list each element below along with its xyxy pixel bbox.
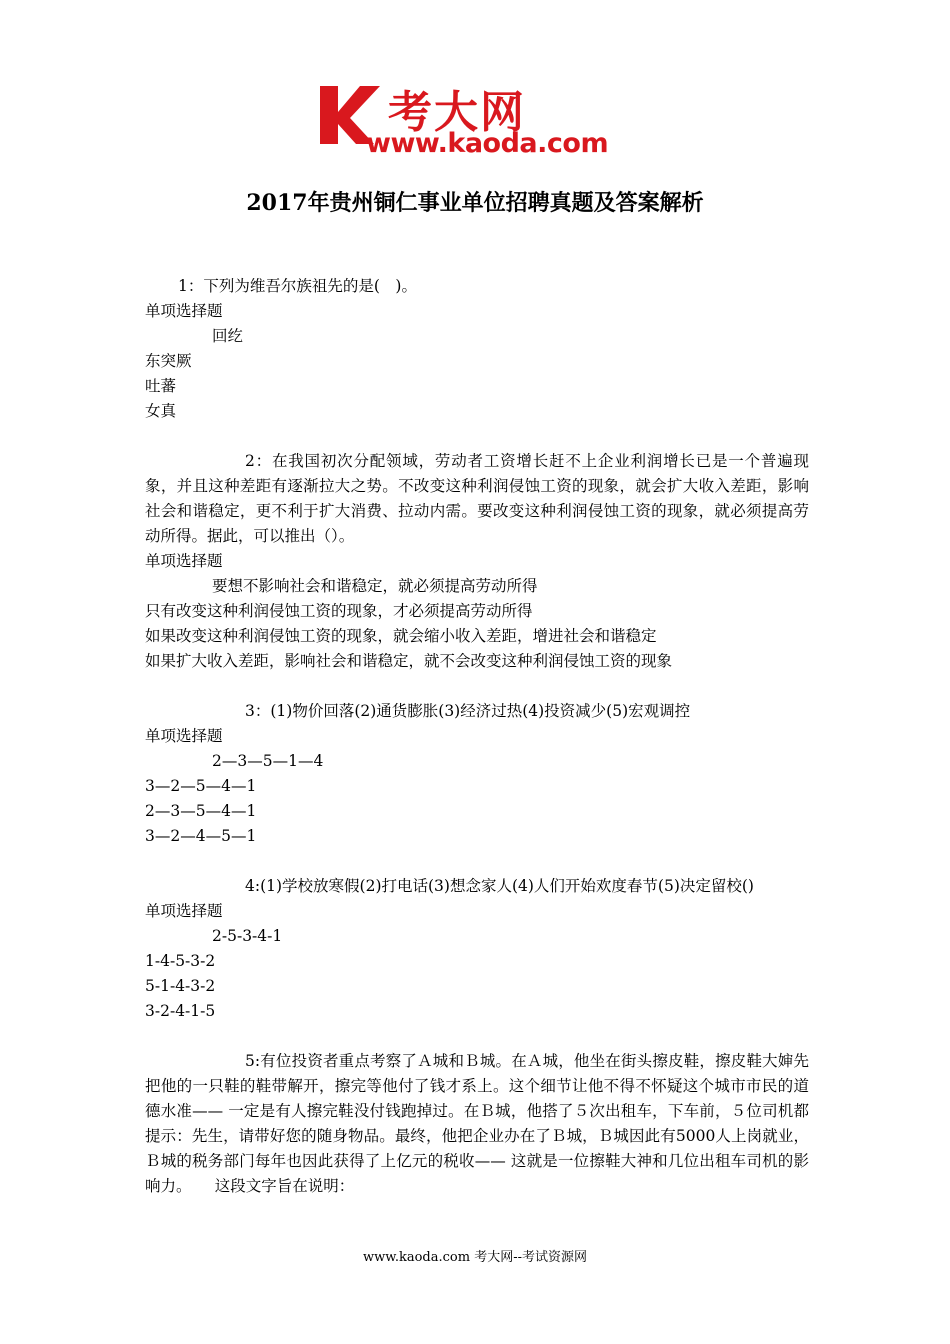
option-b: 1-4-5-3-2: [145, 952, 216, 970]
option-a: 2-5-3-4-1: [212, 927, 283, 945]
question-type: 单项选择题: [145, 727, 223, 745]
option-a: 要想不影响社会和谐稳定，就必须提高劳动所得: [212, 577, 538, 595]
page-footer: www.kaoda.com 考大网--考试资源网: [363, 1250, 587, 1265]
option-d: 如果扩大收入差距，影响社会和谐稳定，就不会改变这种利润侵蚀工资的现象: [145, 652, 673, 670]
question-type: 单项选择题: [145, 902, 223, 920]
question-5: [145, 1049, 809, 1199]
option-c: 吐蕃: [145, 377, 177, 395]
option-b: 东突厥: [145, 352, 192, 370]
question-stem: 2：在我国初次分配领域，劳动者工资增长赶不上企业利润增长已是一个普遍现象，并且这种差距有逐渐拉大之势。不改变这种利润侵蚀工资的现象，就会扩大收入差距，影响社会和谐稳定，更不利于扩大消费、拉动内需。要改变这种利润侵蚀工资的现象，就必须提高劳动所得。据此，可以推出（）。: [145, 452, 809, 545]
option-b: 只有改变这种利润侵蚀工资的现象，才必须提高劳动所得: [145, 602, 533, 620]
option-a: 回纥: [212, 327, 244, 345]
question-stem: 5:有位投资者重点考察了Ａ城和Ｂ城。在Ａ城，他坐在街头擦皮鞋，擦皮鞋大婶先把他的一只鞋的鞋带解开，擦完等他付了钱才系上。这个细节让他不得不怀疑这个城市市民的道德水准—— 一定是有人擦完鞋没付钱跑掉过。在Ｂ城，他搭了５次出租车，下车前，５位司机都提示：先生，请带好您的随身物品。最终，他把企业办在了Ｂ城，Ｂ城因此有5000人上岗就业，Ｂ城的税务部门每年也因此获得了上亿元的税收—— 这就是一位擦鞋大神和几位出租车司机的影响力。 这段文字旨在说明：: [145, 1052, 809, 1195]
option-d: 3-2-4-1-5: [145, 1002, 216, 1020]
option-d: 3—2—4—5—1: [145, 827, 257, 845]
question-1: [145, 274, 809, 424]
kaoda-logo: [316, 82, 642, 160]
question-stem: 4:(1)学校放寒假(2)打电话(3)想念家人(4)人们开始欢度春节(5)决定留校(): [245, 877, 754, 895]
question-4: [145, 874, 809, 1024]
option-d: 女真: [145, 402, 177, 420]
question-type: 单项选择题: [145, 552, 223, 570]
question-2: [145, 449, 809, 674]
question-list: [145, 274, 809, 1224]
logo-text: 考大网: [388, 87, 526, 138]
question-3: [145, 699, 809, 849]
question-stem: 1：下列为维吾尔族祖先的是( )。: [178, 277, 417, 295]
question-stem: 3：(1)物价回落(2)通货膨胀(3)经济过热(4)投资减少(5)宏观调控: [245, 702, 691, 720]
question-type: 单项选择题: [145, 302, 223, 320]
option-c: 5-1-4-3-2: [145, 977, 216, 995]
page-title: 2017年贵州铜仁事业单位招聘真题及答案解析: [246, 190, 704, 216]
option-c: 2—3—5—4—1: [145, 802, 257, 820]
option-a: 2—3—5—1—4: [212, 752, 324, 770]
option-b: 3—2—5—4—1: [145, 777, 257, 795]
logo-url: www.kaoda.com: [366, 128, 609, 159]
option-c: 如果改变这种利润侵蚀工资的现象，就会缩小收入差距，增进社会和谐稳定: [145, 627, 657, 645]
